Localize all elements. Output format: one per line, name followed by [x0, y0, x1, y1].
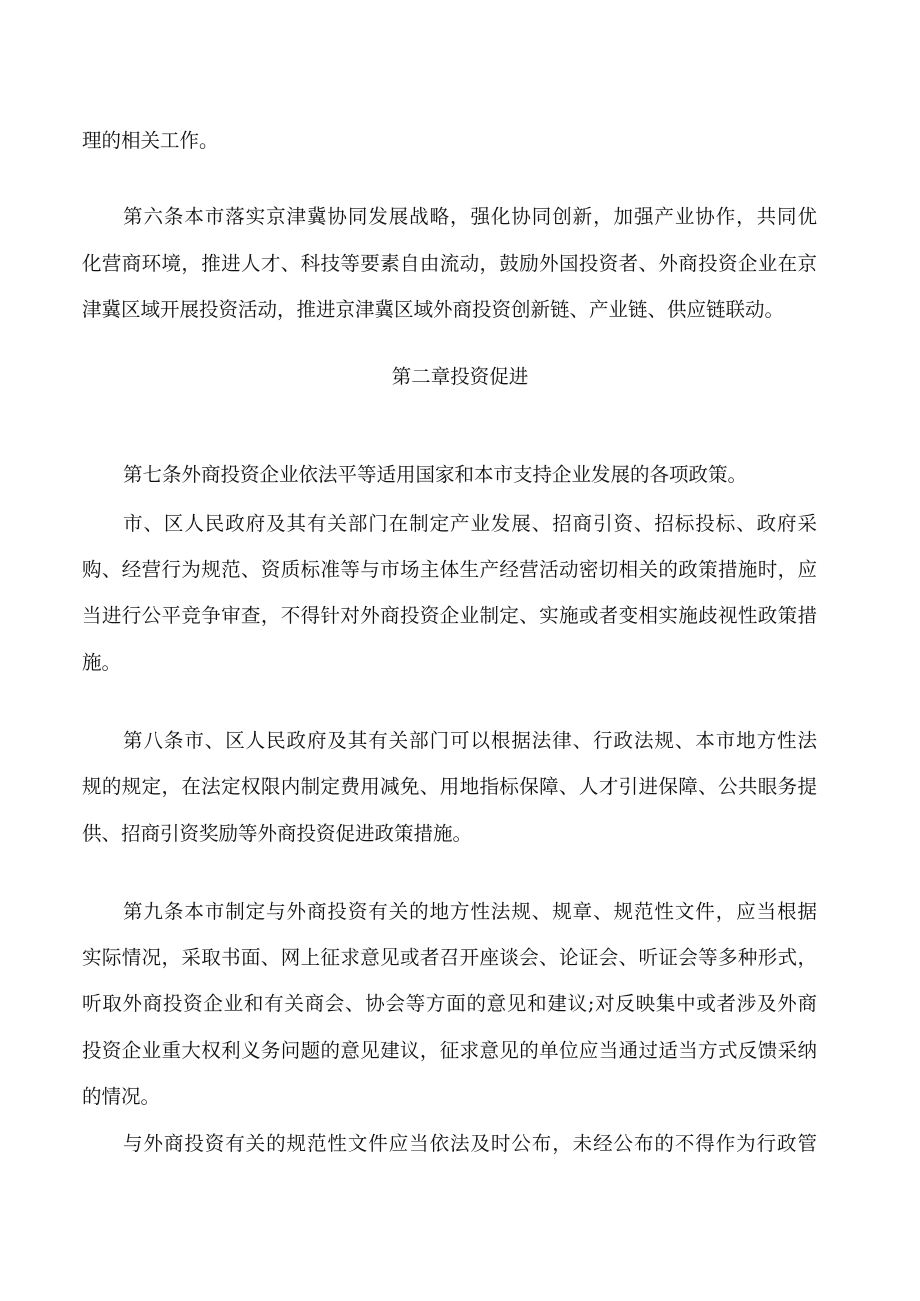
article-6-line-2: 化营商环境，推进人才、科技等要素自由流动，鼓励外国投资者、外商投资企业在京 [82, 252, 817, 275]
article-8-line-2: 规的规定，在法定权限内制定费用减免、用地指标保障、人才引进保障、公共眼务提 [82, 775, 817, 798]
article-9-para-2-line-1: 与外商投资有关的规范性文件应当依法及时公布，未经公布的不得作为行政管 [123, 1132, 817, 1155]
article-5-tail-line-1: 理的相关工作。 [82, 129, 219, 152]
article-7-para-2-line-1: 市、区人民政府及其有关部门在制定产业发展、招商引资、招标投标、政府采 [123, 512, 817, 535]
article-9-line-4: 投资企业重大权利义务问题的意见建议，征求意见的单位应当通过适当方式反馈采纳 [82, 1039, 817, 1062]
article-8-line-3: 供、招商引资奖励等外商投资促进政策措施。 [82, 822, 473, 845]
article-7-para-2-line-3: 当进行公平竞争审查，不得针对外商投资企业制定、实施或者变相实施歧视性政策措 [82, 604, 817, 627]
chapter-2-heading: 第二章投资促进 [391, 365, 529, 388]
article-9-line-5: 的情况。 [82, 1085, 161, 1108]
article-8-line-1: 第八条市、区人民政府及其有关部门可以根据法律、行政法规、本市地方性法 [123, 729, 817, 752]
article-6-line-3: 津冀区域开展投资活动，推进京津冀区域外商投资创新链、产业链、供应链联动。 [82, 298, 785, 321]
article-6-line-1: 第六条本市落实京津冀协同发展战略，强化协同创新，加强产业协作，共同优 [123, 205, 817, 228]
article-9-line-3: 听取外商投资企业和有关商会、协会等方面的意见和建议;对反映集中或者涉及外商 [82, 992, 817, 1015]
article-7-line-1: 第七条外商投资企业依法平等适用国家和本市支持企业发展的各项政策。 [123, 463, 748, 486]
article-9-line-2: 实际情况，采取书面、网上征求意见或者召开座谈会、论证会、听证会等多种形式， [82, 946, 817, 969]
article-9-line-1: 第九条本市制定与外商投资有关的地方性法规、规章、规范性文件，应当根据 [123, 900, 817, 923]
article-7-para-2-line-2: 购、经营行为规范、资质标准等与市场主体生产经营活动密切相关的政策措施时，应 [82, 558, 817, 581]
article-7-para-2-line-4: 施。 [82, 651, 122, 674]
